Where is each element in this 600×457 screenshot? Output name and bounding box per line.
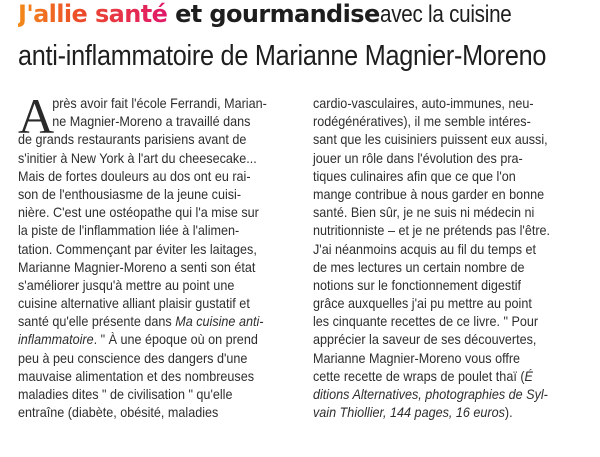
left-column: [18, 88, 300, 421]
text-line: nutritionniste – et je ne prétends pas l'être.: [313, 222, 551, 239]
text-line: [313, 367, 567, 385]
text-line: notions sur le fonctionnement digestif: [313, 276, 522, 293]
text-line: J'ai néanmoins acquis au fil du temps et: [313, 240, 537, 257]
headline-line-2: anti-inflammatoire de Marianne Magnier-Moreno: [18, 40, 547, 72]
text-line: Marianne Magnier-Moreno vous offre: [313, 349, 521, 366]
text-line: s'initier à New York à l'art du cheesecake...: [18, 149, 257, 166]
text-line: Mais de fortes douleurs au dos ont eu rai-: [18, 167, 251, 184]
text-line: cardio-vasculaires, auto-immunes, neu-: [313, 95, 534, 111]
text-line: ditions Alternatives, photographies de Syl-: [313, 386, 548, 402]
text-line: tation. Commençant par éviter les laitages,: [18, 240, 257, 257]
text-line: de grands restaurants parisiens avant de: [18, 131, 247, 148]
publisher-part-3: vain Thiollier, 144 pages, 16 euros: [313, 404, 505, 421]
drop-cap: A: [18, 88, 55, 144]
right-column: [313, 94, 595, 421]
text-line: apprécier la saveur de ses découvertes,: [313, 331, 537, 348]
text-line: jouer un rôle dans l'évolution des pra-: [313, 149, 523, 166]
text-line: mange contribue à nous garder en bonne: [313, 185, 545, 202]
text-run: santé qu'elle présente dans: [18, 313, 176, 330]
text-line: son de l'enthousiasme de la jeune cuisi-: [18, 185, 242, 202]
text-line: la piste de l'inflammation liée à l'alimen-: [18, 222, 240, 239]
text-line: peu à peu conscience des dangers d'une: [18, 349, 248, 366]
headline-highlight: J'allie santé: [18, 0, 168, 28]
headline-bold: et gourmandise: [167, 0, 380, 28]
book-title-part-1: Ma cuisine anti-: [175, 313, 264, 330]
headline: [18, 0, 593, 73]
text-line: santé. Bien sûr, je ne suis ni médecin ni: [313, 204, 535, 221]
text-line: nière. C'est une ostéopathe qui l'a mise sur: [18, 204, 259, 221]
text-run: cette recette de wraps de poulet thaï (: [313, 367, 525, 384]
publisher-part-1: É: [524, 367, 533, 384]
text-line: les cinquante recettes de ce livre. " Pour: [313, 313, 539, 330]
text-line: entraîne (diabète, obésité, maladies: [18, 404, 219, 421]
text-line: [18, 330, 272, 348]
text-line: maladies dites " de civilisation " qu'elle: [18, 386, 233, 402]
text-line: rodégénératives), il me semble intéres-: [313, 113, 531, 130]
headline-light: avec la cuisine: [379, 1, 512, 28]
text-line: Marianne Magnier-Moreno a senti son état: [18, 258, 256, 275]
text-line: sant que les cuisiniers puissent eux aussi,: [313, 131, 548, 148]
text-line: cuisine alternative alliant plaisir gustatif et: [18, 295, 250, 312]
text-line: s'améliorer jusqu'à mettre au point une: [18, 276, 235, 293]
text-line: [313, 403, 567, 421]
text-line: ne Magnier-Moreno a travaillé dans: [52, 113, 251, 130]
text-line: de mes lectures un certain nombre de: [313, 258, 525, 275]
text-line: [18, 312, 272, 330]
text-line: grâce auxquelles j'ai pu mettre au point: [313, 295, 532, 312]
text-line: près avoir fait l'école Ferrandi, Marian-: [52, 95, 267, 111]
book-title-part-2: inflammatoire: [18, 331, 94, 348]
text-line: mauvaise alimentation et des nombreuses: [18, 367, 255, 384]
headline-line-1: [18, 0, 593, 38]
text-run: . " À une époque où on prend: [93, 331, 258, 348]
text-line: tiques culinaires afin que ce que l'on: [313, 167, 516, 184]
text-run: ).: [504, 404, 513, 421]
